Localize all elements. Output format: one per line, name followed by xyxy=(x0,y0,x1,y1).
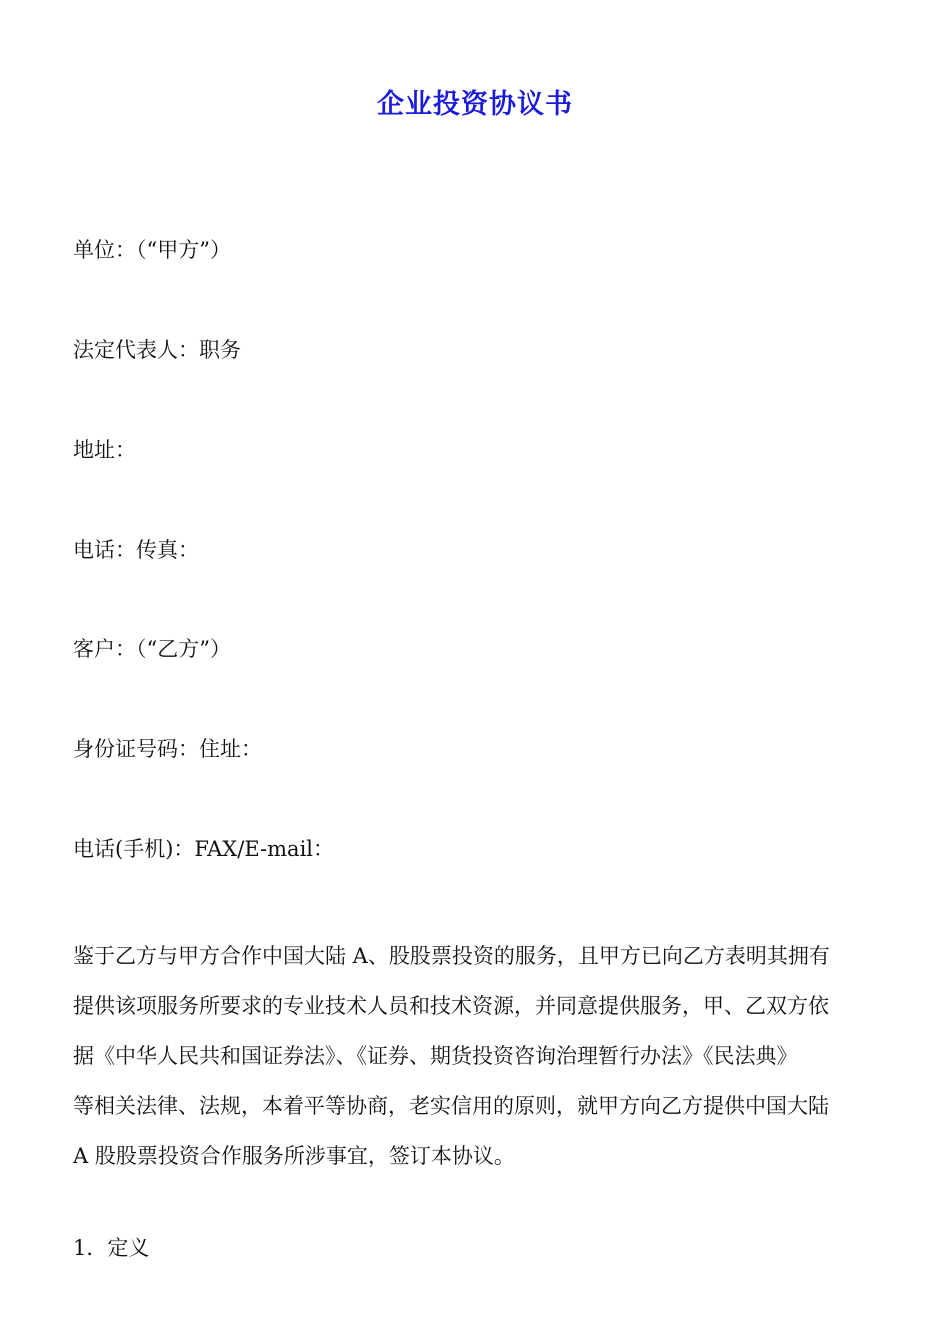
preamble-line: A 股股票投资合作服务所涉事宜，签订本协议。 xyxy=(73,1144,515,1168)
field-mobile-fax-email: 电话(手机)：FAX/E-mail： xyxy=(73,837,335,861)
section-heading-definitions: 1．定义 xyxy=(73,1236,150,1260)
preamble-line: 提供该项服务所要求的专业技术人员和技术资源，并同意提供服务，甲、乙双方依 xyxy=(73,994,829,1018)
preamble-paragraph xyxy=(73,931,879,1181)
preamble-line: 鉴于乙方与甲方合作中国大陆 A、股股票投资的服务，且甲方已向乙方表明其拥有 xyxy=(73,944,830,968)
preamble-line: 等相关法律、法规，本着平等协商，老实信用的原则，就甲方向乙方提供中国大陆 xyxy=(73,1094,829,1118)
field-phone-fax: 电话：传真： xyxy=(73,538,199,562)
field-party-a-unit: 单位：（“甲方”） xyxy=(73,238,231,262)
preamble-line: 据《中华人民共和国证券法》、《证券、期货投资咨询治理暂行办法》《民法典》 xyxy=(73,1044,798,1068)
document-title: 企业投资协议书 xyxy=(377,89,573,120)
field-legal-representative: 法定代表人：职务 xyxy=(73,338,241,362)
field-id-number-residence: 身份证号码：住址： xyxy=(73,737,262,761)
field-address: 地址： xyxy=(73,438,136,462)
field-party-b-client: 客户：（“乙方”） xyxy=(73,637,231,661)
